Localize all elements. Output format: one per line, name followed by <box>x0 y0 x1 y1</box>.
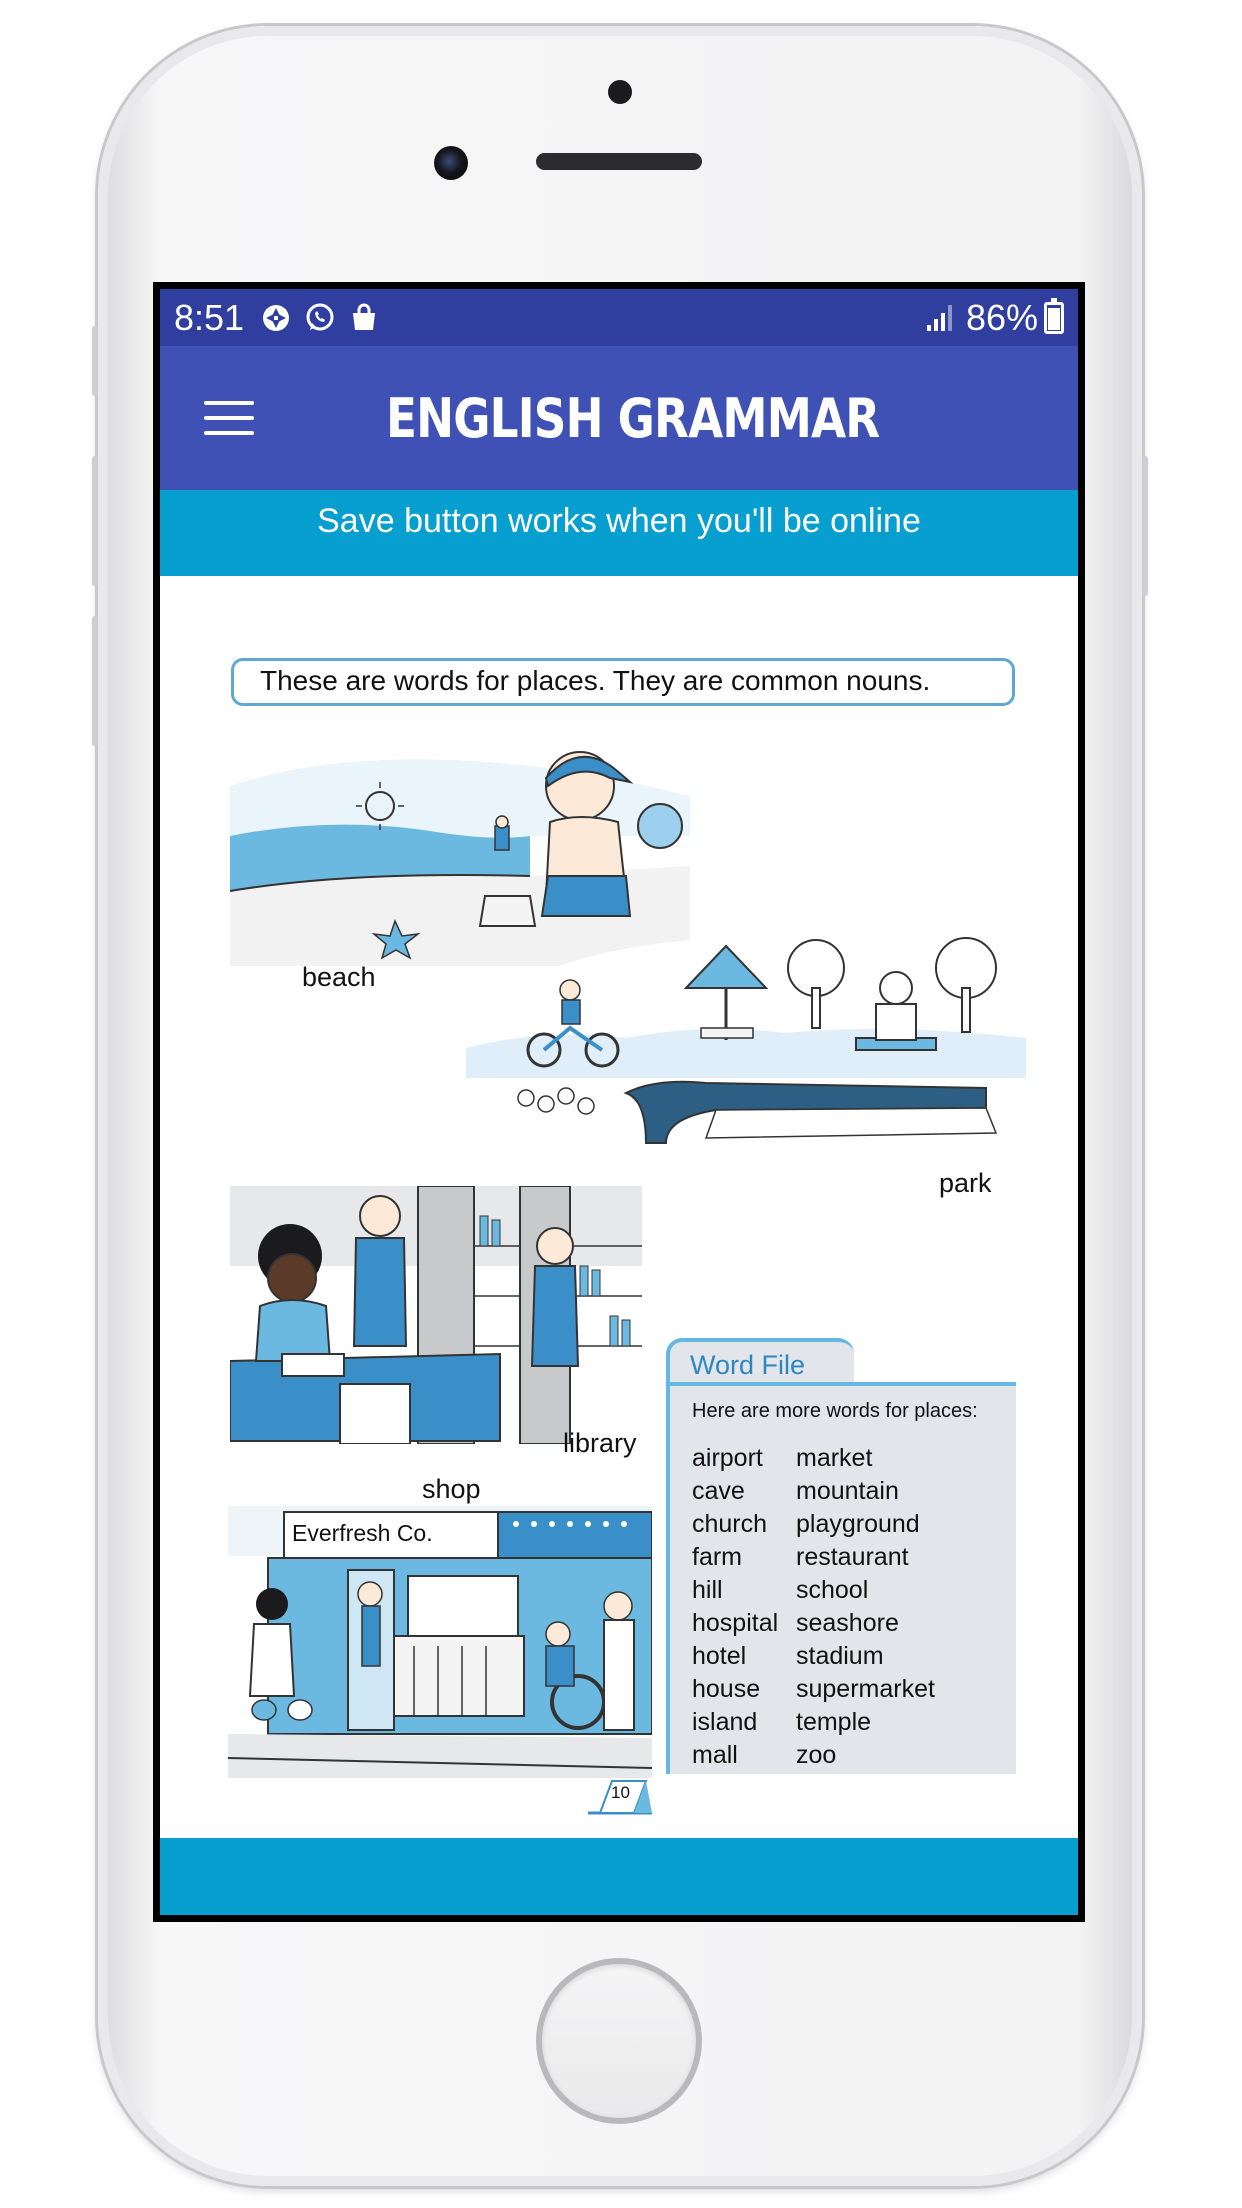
word-item: stadium <box>796 1642 884 1670</box>
word-item: playground <box>796 1510 920 1538</box>
hamburger-menu-icon[interactable] <box>204 401 254 435</box>
aperture-icon <box>260 302 292 334</box>
label-library: library <box>563 1428 637 1458</box>
word-item: restaurant <box>796 1543 909 1571</box>
shopping-bag-icon <box>348 302 380 334</box>
word-item: hospital <box>692 1609 779 1637</box>
proximity-sensor <box>608 80 632 104</box>
earpiece-speaker <box>536 153 702 170</box>
word-item: seashore <box>796 1609 899 1637</box>
page-heading: These are words for places. They are common nouns. <box>231 658 1015 706</box>
word-item: school <box>796 1576 869 1604</box>
whatsapp-icon <box>304 302 336 334</box>
word-item: temple <box>796 1708 872 1736</box>
word-item: supermarket <box>796 1675 935 1703</box>
power-button <box>1142 456 1148 596</box>
mute-switch <box>92 326 98 396</box>
word-list-column-2 <box>796 1442 935 1772</box>
word-file-title: Word File <box>690 1350 806 1380</box>
page-number-text: 10 <box>611 1783 630 1802</box>
home-button[interactable] <box>536 1958 702 2124</box>
word-file-intro: Here are more words for places: <box>692 1400 978 1422</box>
word-item: mall <box>692 1741 738 1769</box>
bottom-bar <box>160 1838 1078 1915</box>
park-illustration <box>466 928 1026 1158</box>
word-item: cave <box>692 1477 745 1505</box>
battery-percent: 86% <box>965 296 1038 338</box>
word-file-tab <box>666 1338 854 1386</box>
label-park: park <box>939 1168 992 1198</box>
status-right <box>927 297 1064 339</box>
status-bar <box>160 289 1078 346</box>
battery-icon <box>1044 302 1064 334</box>
library-illustration <box>230 1186 642 1444</box>
volume-up-button <box>92 456 98 586</box>
word-item: mountain <box>796 1477 899 1505</box>
word-list-column-1 <box>692 1442 778 1772</box>
word-item: island <box>692 1708 758 1736</box>
signal-icon <box>927 305 952 331</box>
status-time: 8:51 <box>174 296 245 338</box>
label-shop: shop <box>422 1474 481 1504</box>
word-item: house <box>692 1675 761 1703</box>
word-file-body <box>666 1382 1016 1774</box>
front-camera <box>434 146 468 180</box>
book-page <box>160 576 1078 1838</box>
app-title: ENGLISH GRAMMAR <box>386 386 880 450</box>
shop-illustration <box>228 1506 652 1778</box>
volume-down-button <box>92 616 98 746</box>
phone-screen <box>153 282 1085 1922</box>
word-item: zoo <box>796 1741 837 1769</box>
word-item: church <box>692 1510 768 1538</box>
word-item: hotel <box>692 1642 747 1670</box>
offline-banner: Save button works when you'll be online <box>160 490 1078 576</box>
word-item: farm <box>692 1543 742 1571</box>
app-bar <box>160 346 1078 490</box>
label-beach: beach <box>302 962 376 992</box>
page-number <box>586 1775 654 1815</box>
word-file-box <box>666 1338 1016 1778</box>
app-screen <box>160 289 1078 1915</box>
word-item: airport <box>692 1444 763 1472</box>
word-item: hill <box>692 1576 723 1604</box>
word-item: market <box>796 1444 873 1472</box>
shop-sign: Everfresh Co. <box>292 1520 433 1546</box>
